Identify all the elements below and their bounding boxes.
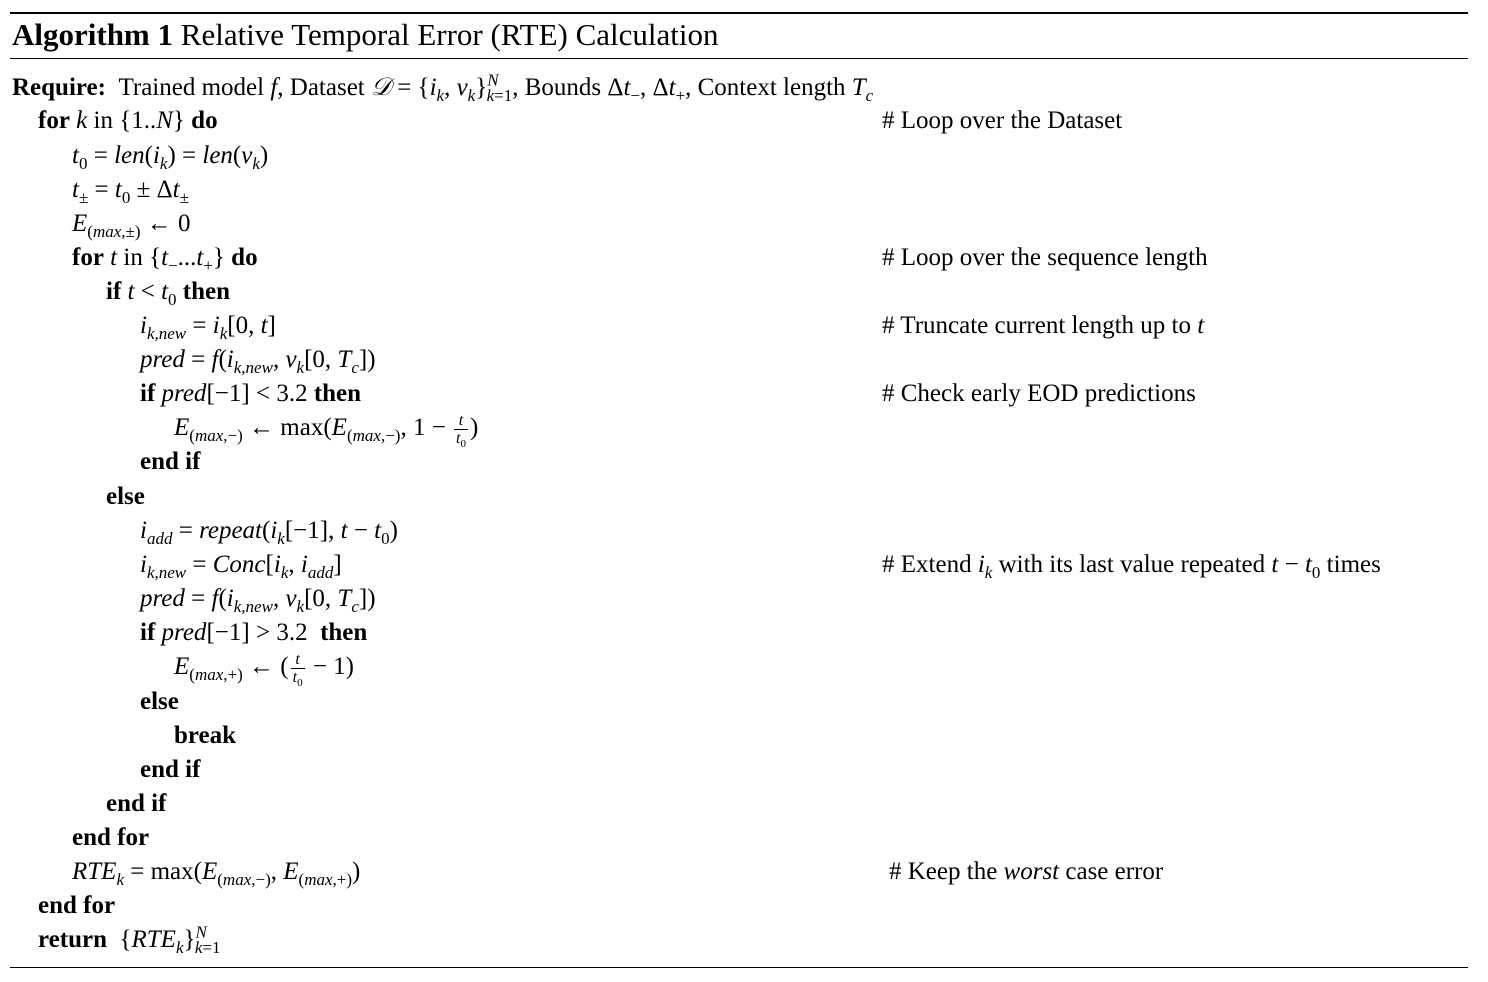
fraction-t-over-t0: $\frac{t}{t_0}$ bbox=[456, 411, 466, 450]
line-break: break bbox=[174, 722, 237, 749]
line-if-late-eod: if pred[−1] > 3.2 then bbox=[140, 619, 368, 646]
require-text-bounds: , Bounds bbox=[512, 74, 602, 101]
line-if-early-eod: if pred[−1] < 3.2 then bbox=[140, 380, 362, 407]
line-pred-truncate: pred = $f(i_{k,new}$, $v_k[0$, $T_c$]) bbox=[140, 346, 376, 377]
line-end-if-inner: end if bbox=[140, 448, 201, 475]
comment-keep-worst: # Keep the worst case error bbox=[889, 858, 1164, 885]
line-end-if-inner-2: end if bbox=[140, 756, 201, 783]
line-for-k: for k in {1..N} do bbox=[38, 107, 218, 134]
line-iadd: $i_{add}$ = $repeat(i_k[-1]$, $t - t_0$) bbox=[140, 517, 398, 548]
comment-loop-sequence: # Loop over the sequence length bbox=[882, 244, 1208, 271]
require-text-model: Trained model bbox=[118, 74, 265, 101]
line-if-truncate: if $t < t_0$ then bbox=[106, 278, 231, 309]
line-end-for-inner: end for bbox=[72, 824, 150, 851]
line-t0: $t_0 = len(i_k) = len(v_k)$ bbox=[72, 142, 269, 173]
line-pred-extend: pred = $f(i_{k,new}$, $v_k[0$, $T_c$]) bbox=[140, 585, 376, 616]
require-keyword: Require: bbox=[12, 74, 106, 101]
require-text-dataset: , Dataset bbox=[277, 74, 365, 101]
line-rte-k: $RTE_k = \max(E_{(max,-)}$, $E_{(max,+)}$) bbox=[72, 858, 361, 889]
algorithm-title-text: Relative Temporal Error (RTE) Calculation bbox=[180, 17, 719, 52]
line-update-error-minus: $E_{(max,-)}$ ← $\max(E_{(max,-)}$, 1 − $\frac{t}{t_0}$ ) bbox=[174, 411, 479, 450]
title-rule bbox=[10, 58, 1468, 59]
line-update-error-plus: $E_{(max,+)}$ ← ( $\frac{t}{t_0}$ − 1) bbox=[174, 650, 354, 689]
top-rule bbox=[10, 12, 1468, 14]
line-end-for-outer: end for bbox=[38, 892, 116, 919]
line-t-bounds: $t_\pm = t_0 \pm \Delta t_\pm$ bbox=[72, 176, 189, 207]
require-text-context: , Context length bbox=[685, 74, 846, 101]
algorithm-label: Algorithm 1 bbox=[12, 17, 174, 52]
line-return: return $\{RTE_k\}^N_{k=1}$ bbox=[38, 922, 221, 957]
line-else-outer: else bbox=[106, 483, 145, 510]
comment-truncate: # Truncate current length up to t bbox=[882, 312, 1205, 339]
line-end-if-outer: end if bbox=[106, 790, 167, 817]
line-else-inner: else bbox=[140, 688, 179, 715]
comment-check-eod: # Check early EOD predictions bbox=[882, 380, 1196, 407]
require-line: Require: Trained model f, Dataset 𝒟 = {$i_k$, $v_k\}^N_{k=1}$, Bounds $\Delta t_-$, $\Delta t_+$, Context length $T_c$ bbox=[12, 70, 874, 105]
line-init-error: $E_{(max,\pm)}$ ← 0 bbox=[72, 210, 191, 241]
line-truncate-input: $i_{k,new} = i_k[0$, t] bbox=[140, 312, 276, 343]
algorithm-title bbox=[12, 16, 718, 54]
comment-extend: # Extend $i_k$ with its last value repeated $t - t_0$ times bbox=[882, 551, 1381, 582]
line-concat: $i_{k,new}$ = $Conc[i_k$, $i_{add}$] bbox=[140, 551, 342, 582]
bottom-rule bbox=[10, 967, 1468, 968]
line-for-t: for t in $\{t_-...t_+\}$ do bbox=[72, 244, 258, 275]
fraction-t-over-t0-plus: $\frac{t}{t_0}$ bbox=[292, 650, 303, 689]
comment-loop-dataset: # Loop over the Dataset bbox=[882, 107, 1123, 134]
